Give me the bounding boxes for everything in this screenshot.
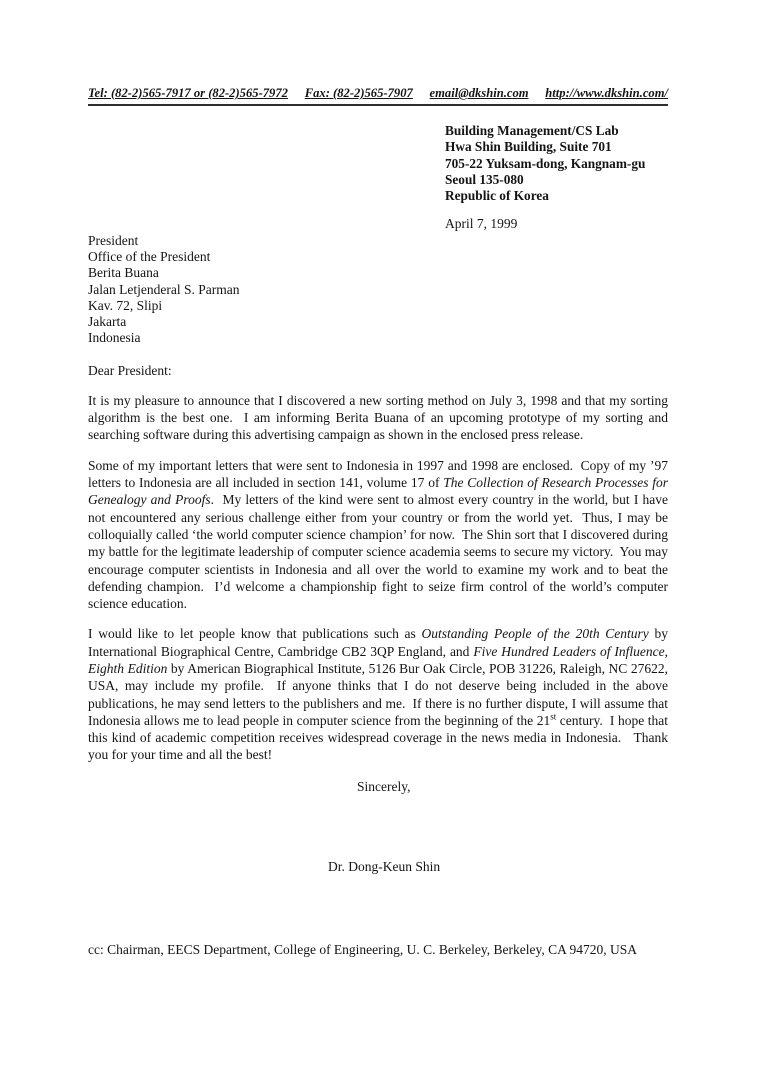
recipient-address-line: Kav. 72, Slipi (88, 297, 163, 313)
sender-address-line: 705-22 Yuksam-dong, Kangnam-gu (445, 155, 646, 171)
cc-line: cc: Chairman, EECS Department, College of Engineering, U. C. Berkeley, Berkeley, CA 94720, USA (88, 942, 638, 958)
letterhead-fax: Fax: (82-2)565-7907 (304, 86, 413, 100)
letterhead-url: http://www.dkshin.com/ (545, 86, 668, 100)
recipient-address-line: Jakarta (88, 314, 127, 330)
closing-line: Sincerely, (357, 778, 411, 794)
sender-address-block (445, 123, 668, 204)
letterhead-contact-line (88, 86, 668, 106)
recipient-address-block (88, 233, 668, 347)
recipient-address-line: Indonesia (88, 330, 141, 346)
recipient-address-line: President (88, 232, 139, 248)
text-segment: Some of my important letters that were sent to Indonesia in 1997 and 1998 are enclosed. Copy of my ’97 letters to Indonesia are all included in section 141, volume 17 of (88, 457, 672, 491)
text-segment: Five Hundred Leaders of Influence (473, 643, 665, 659)
body-paragraph-announcement (88, 392, 672, 444)
sender-address-line: Republic of Korea (445, 188, 549, 204)
sender-address-line: Seoul 135-080 (445, 171, 524, 187)
recipient-address-line: Berita Buana (88, 265, 159, 281)
text-segment: Outstanding People of the 20th Century (421, 626, 649, 642)
body-paragraph-publications (88, 625, 672, 763)
text-segment: The Collection of Research Processes for Genealogy and Proofs (88, 475, 672, 508)
salutation: Dear President: (88, 362, 172, 378)
date-line: April 7, 1999 (445, 216, 518, 232)
text-segment: I would like to let people know that publications such as (88, 626, 422, 642)
recipient-address-line: Jalan Letjenderal S. Parman (88, 281, 240, 297)
text-segment: . My letters of the kind were sent to almost every country in the world, but I have not encountered any serious challenge either from your country or from the world yet. Thus, I may be colloquially called ‘the world computer science champion’ for now. The Shin sort that I discovered during my battle for the legitimate leadership of computer science academia seems to secure my victory. You may encourage computer scientists in Indonesia and all over the world to examine my work and to beat the defending champion. I’d welcome a championship fight to seize firm control of the world’s computer science education. (88, 492, 672, 612)
text-segment: Eighth Edition (88, 660, 168, 676)
sender-address-line: Hwa Shin Building, Suite 701 (445, 139, 612, 155)
text-segment: It is my pleasure to announce that I discovered a new sorting method on July 3, 1998 and that my sorting algorithm is the best one. I am informing Berita Buana of an upcoming prototype of my sorting and searching software during this advertising campaign as shown in the enclosed press release. (88, 392, 672, 443)
text-segment: by International Biographical Centre, Cambridge CB2 3QP England, and (88, 626, 672, 659)
text-segment: , (664, 643, 672, 659)
recipient-address-line: Office of the President (88, 249, 211, 265)
text-segment: st (550, 711, 557, 722)
sender-address-line: Building Management/CS Lab (445, 123, 619, 138)
letterhead-email: email@dkshin.com (429, 86, 529, 100)
body-paragraph-letters (88, 457, 672, 613)
letterhead-telephone: Tel: (82-2)565-7917 or (82-2)565-7972 (88, 86, 288, 100)
text-segment: century. I hope that this kind of academic competition receives widespread coverage in the news media in Indonesia. Thank you for your time and all the best! (88, 712, 672, 763)
text-segment: by American Biographical Institute, 5126 Bur Oak Circle, POB 31226, Raleigh, NC 27622, USA, may include my profile. If anyone thinks that I do not deserve being included in the above publications, he may send letters to the publishers and me. If there is no further dispute, I will assume that Indonesia allows me to lead people in computer science from the beginning of the 21 (88, 660, 672, 728)
signature-name: Dr. Dong-Keun Shin (328, 859, 441, 875)
